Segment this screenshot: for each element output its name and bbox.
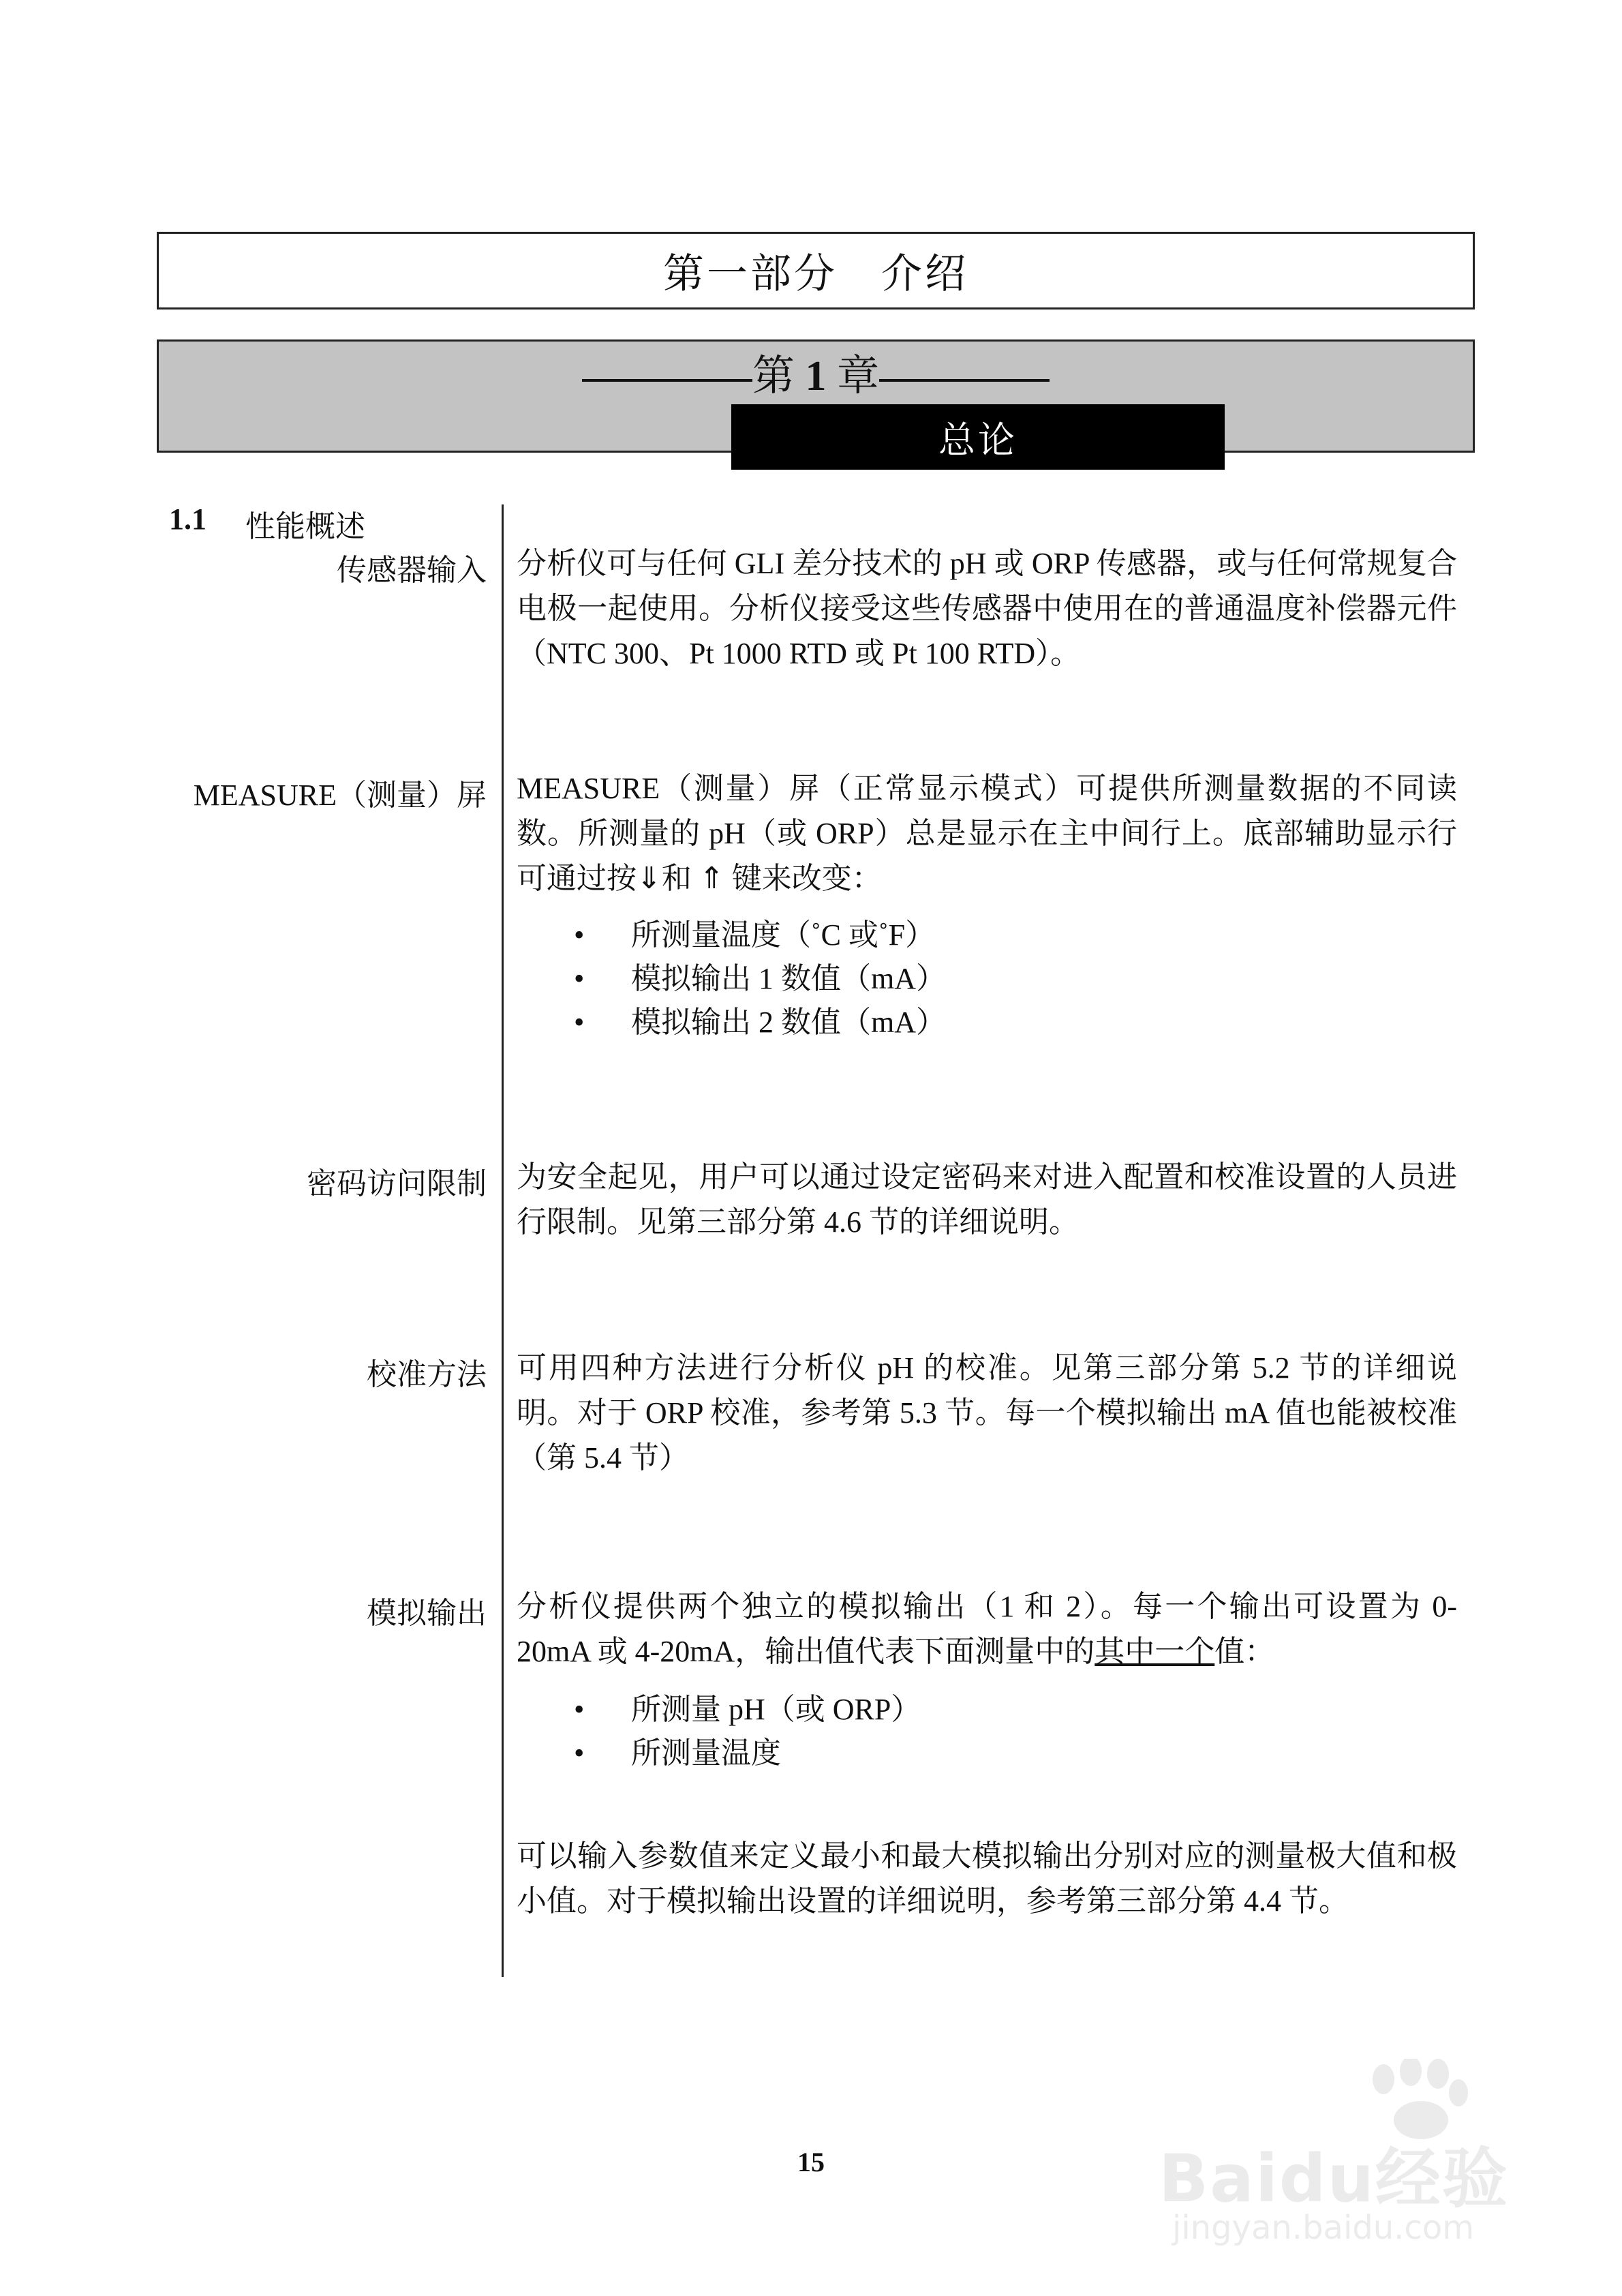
list-item: • 模拟输出 1 数值（mA）: [566, 957, 946, 1001]
label-sensor-input: 传感器输入: [337, 554, 487, 587]
chapter-number-line: [159, 352, 1473, 400]
list-item: • 所测量 pH（或 ORP）: [566, 1688, 921, 1732]
chapter-number: 1: [805, 353, 827, 399]
analog-bullet-list: [566, 1688, 921, 1775]
label-password: 密码访问限制: [307, 1167, 487, 1200]
para-analog-output: [517, 1584, 1457, 1674]
para-calibration: [517, 1346, 1457, 1481]
list-item: • 所测量温度: [566, 1732, 921, 1775]
part-title: 第一部分 介绍: [157, 232, 1475, 309]
list-item: • 模拟输出 2 数值（mA）: [566, 1001, 946, 1044]
section-title: 性能概述: [245, 510, 365, 543]
text-sensor-input: 分析仪可与任何 GLI 差分技术的 pH 或 ORP 传感器，或与任何常规复合电极一起使用。分析仪接受这些传感器中使用在的普通温度补偿器元件（NTC 300、Pt 1000 RTD 或 Pt 100 RTD）。: [517, 547, 1457, 670]
arrow-down-icon: ⇓: [637, 861, 662, 896]
para-password: [517, 1155, 1457, 1245]
para-sensor-input: [517, 541, 1457, 676]
chapter-header: [157, 339, 1475, 461]
watermark-url: jingyan.baidu.com: [1172, 2209, 1474, 2247]
section-number: 1.1: [169, 502, 206, 536]
text-analog-output: 分析仪提供两个独立的模拟输出（1 和 2）。每一个输出可设置为 0-20mA 或 4-20mA，输出值代表下面测量中的其中一个值：: [517, 1590, 1457, 1668]
para-measure-screen: [517, 766, 1457, 901]
label-analog-output: 模拟输出: [367, 1597, 487, 1630]
measure-bullet-list: [566, 913, 946, 1044]
text-measure-screen: MEASURE（测量）屏（正常显示模式）可提供所测量数据的不同读数。所测量的 pH（或 ORP）总是显示在主中间行上。底部辅助显示行可通过按⇓和 ⇑ 键来改变：: [517, 772, 1457, 896]
text-password: 为安全起见，用户可以通过设定密码来对进入配置和校准设置的人员进行限制。见第三部分第 4.6 节的详细说明。: [517, 1160, 1457, 1239]
label-measure-screen: MEASURE（测量）屏: [193, 779, 487, 812]
arrow-up-icon: ⇑: [699, 861, 724, 896]
chapter-prefix: 第: [752, 353, 795, 399]
text-analog-output-2: 可以输入参数值来定义最小和最大模拟输出分别对应的测量极大值和极小值。对于模拟输出设置的详细说明，参考第三部分第 4.4 节。: [517, 1839, 1457, 1918]
text-calibration: 可用四种方法进行分析仪 pH 的校准。见第三部分第 5.2 节的详细说明。对于 ORP 校准，参考第 5.3 节。每一个模拟输出 mA 值也能被校准（第 5.4 节）: [517, 1351, 1457, 1475]
label-calibration: 校准方法: [367, 1358, 487, 1391]
list-item: • 所测量温度（˚C 或˚F）: [566, 913, 946, 957]
watermark: [1159, 2059, 1540, 2250]
para-analog-output-2: [517, 1834, 1457, 1924]
chapter-title: 总论: [731, 404, 1225, 470]
column-divider: [502, 504, 504, 1977]
underlined-text: 其中一个: [1095, 1635, 1215, 1668]
watermark-brand: Baidu经验: [1159, 2141, 1509, 2217]
rule-left: [582, 379, 752, 382]
rule-right: [879, 379, 1050, 382]
page-number: 15: [797, 2147, 825, 2177]
chapter-suffix: 章: [837, 353, 880, 399]
